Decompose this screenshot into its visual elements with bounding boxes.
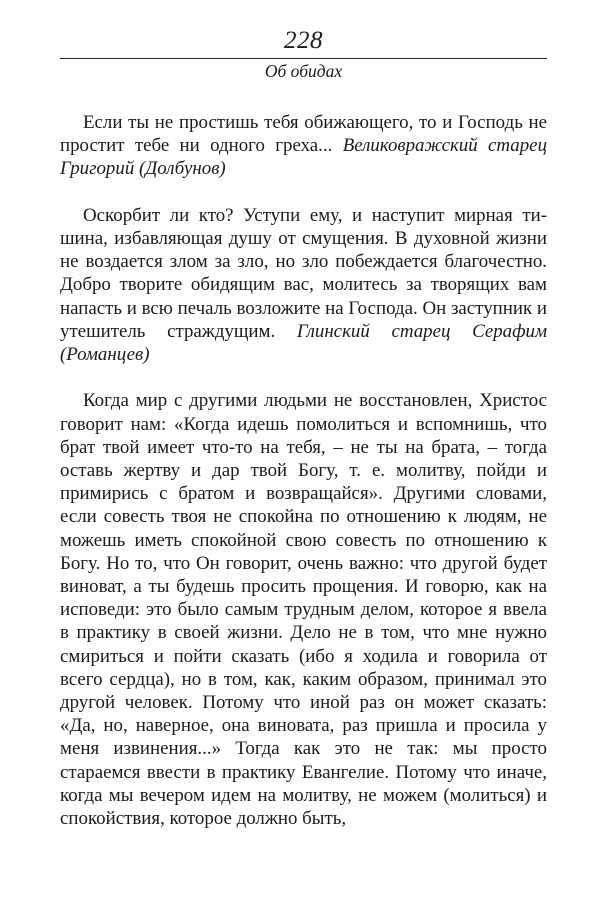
paragraph-3 [60,389,547,830]
page-header [60,26,547,83]
page-number: 228 [284,27,323,54]
paragraph-1-author: Великовражский старец Григорий (Долбунов) [60,135,548,180]
paragraph-2-author: Глинский старец Серафим (Романцев) [60,320,548,366]
paragraph-3-text: Когда мир с другими людьми не восстановлен, Христос говорит нам: «Когда идешь помолиться и вспомнишь, что брат твой имеет что-то на тебя, – не ты на брата, – тогда оставь жертву и дар твой Богу, т. е. молитву, пойди и примирись с братом и возвращайся». Другими словами, если совесть твоя не спокойна по отношению к людям, не можешь иметь спокойной свою совесть по отношению к Богу. Но то, что Он говорит, очень важно: что другой будет виноват, а ты будешь просить прощения. И говорю, как на исповеди: это было самым трудным делом, которое я ввела в практику в своей жизни. Дело не в том, что мне нужно смириться и пойти сказать (ибо я ходила и говорила от всего сердца), но в том, как, каким образом, принимал это другой человек. Потому что иной раз он может сказать: «Да, но, наверное, она виновата, раз пришла и просила у меня извинения...» Тогда как это не так: мы просто стараемся ввести в практику Евангелие. Потому что иначе, когда мы вечером идем на молитву, не можем (молиться) и спокойствия, которое должно быть, [60,390,547,830]
book-page [60,26,547,830]
paragraph-1 [60,111,547,181]
paragraph-2 [60,204,547,366]
paragraph-1-text: Если ты не простишь тебя обижающего, то и Господь не простит тебе ни одного греха... [60,112,547,157]
paragraph-2-text: Оскорбит ли кто? Уступи ему, и наступит мирная тишина, избавляющая душу от смущения. В духовной жизни не воздается злом за зло, но зло побеждается благочестно. Добро творите обидящим вас, молитесь за творящих вам напасть и всю печаль возложите на Господа. Он заступник и утешитель страждущим. [60,204,547,342]
section-title: Об обидах [264,61,343,81]
